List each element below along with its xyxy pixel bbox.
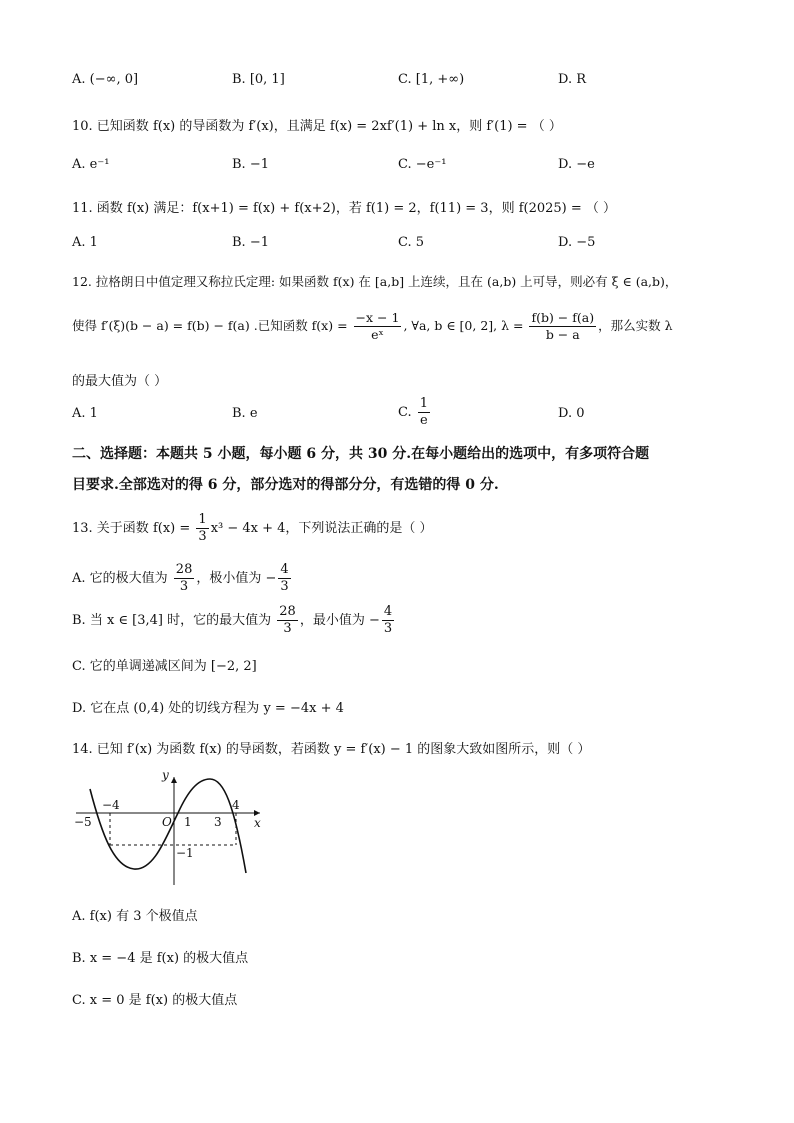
q13-option-a-denominator2: 3 — [280, 579, 289, 594]
q9-option-a: A. (−∞, 0] — [72, 72, 139, 87]
graph-label-neg1: −1 — [176, 846, 194, 860]
q13-option-b-numerator1: 28 — [279, 604, 296, 619]
q13-option-a-pre: A. 它的极大值为 — [72, 571, 168, 586]
q12-lambda-denominator: b − a — [545, 327, 580, 342]
graph-label-neg5: −5 — [74, 815, 92, 829]
q9-option-c: C. [1, +∞) — [398, 72, 465, 87]
q13-option-b-denominator1: 3 — [283, 621, 292, 636]
q13-option-a-denominator1: 3 — [179, 579, 189, 594]
graph-label-y: y — [162, 768, 169, 782]
graph-label-three: 3 — [214, 815, 222, 829]
q11-stem: 11. 函数 f(x) 满足：f(x+1) = f(x) + f(x+2)，若 f(1) = 2，f(11) = 3，则 f(2025) = （ ） — [72, 201, 617, 216]
q12-f-numerator: −x − 1 — [355, 310, 400, 325]
q11-option-b: B. −1 — [232, 235, 269, 250]
q12-option-c-numerator: 1 — [419, 396, 429, 411]
graph-label-origin: O — [162, 815, 172, 829]
q14-option-c: C. x = 0 是 f(x) 的极大值点 — [72, 993, 238, 1008]
section2-heading-line1: 二、选择题：本题共 5 小题，每小题 6 分，共 30 分.在每小题给出的选项中，有多项符合题 — [72, 446, 650, 462]
q12-lambda-numerator: f(b) − f(a) — [531, 310, 595, 325]
q13-option-a-numerator1: 28 — [175, 562, 193, 577]
q13-option-a-fraction1 — [174, 562, 195, 595]
q10-option-d: D. −e — [558, 157, 595, 172]
q13-stem-denominator: 3 — [198, 529, 207, 544]
q12-line2-post: ，那么实数 λ — [598, 318, 673, 333]
q12-option-c-label: C. — [398, 405, 412, 420]
q10-option-b: B. −1 — [232, 157, 269, 172]
q13-option-a-fraction2 — [278, 562, 290, 595]
q12-f-denominator: eˣ — [371, 327, 384, 342]
q13-option-a-numerator2: 4 — [280, 562, 289, 577]
q13-option-c: C. 它的单调递减区间为 [−2, 2] — [72, 659, 257, 674]
q12-option-c — [398, 396, 432, 429]
q13-option-a — [72, 562, 293, 595]
q13-stem-fraction — [196, 512, 208, 545]
q11-option-a: A. 1 — [72, 235, 98, 250]
q14-stem: 14. 已知 f′(x) 为函数 f(x) 的导函数，若函数 y = f′(x) − 1 的图象大致如图所示，则（ ） — [72, 742, 591, 757]
graph-label-x: x — [254, 816, 261, 830]
q11-option-d: D. −5 — [558, 235, 596, 250]
q12-line2-pre: 使得 f′(ξ)(b − a) = f(b) − f(a) .已知函数 f(x) = — [72, 318, 348, 333]
q10-option-a: A. e⁻¹ — [72, 157, 110, 172]
graph-label-neg4: −4 — [102, 798, 120, 812]
q10-stem: 10. 已知函数 f(x) 的导函数为 f′(x)，且满足 f(x) = 2xf′(1) + ln x，则 f′(1) = （ ） — [72, 119, 562, 134]
q13-option-b — [72, 604, 396, 637]
q11-option-c: C. 5 — [398, 235, 425, 250]
graph-label-one: 1 — [184, 815, 192, 829]
q13-option-b-mid: ，最小值为 − — [299, 613, 380, 628]
q14-option-a: A. f(x) 有 3 个极值点 — [72, 909, 198, 924]
q13-option-d: D. 它在点 (0,4) 处的切线方程为 y = −4x + 4 — [72, 701, 344, 716]
q12-option-d: D. 0 — [558, 406, 585, 421]
q10-option-c: C. −e⁻¹ — [398, 157, 447, 172]
q14-graph — [70, 765, 270, 885]
q9-option-b: B. [0, 1] — [232, 72, 285, 87]
q12-stem: 12. 拉格朗日中值定理又称拉氏定理: 如果函数 f(x) 在 [a,b] 上连续，且在 (a,b) 上可导，则必有 ξ ∈ (a,b)， — [72, 274, 678, 289]
q13-option-b-pre: B. 当 x ∈ [3,4] 时，它的最大值为 — [72, 613, 272, 628]
q12-line2-mid: , ∀a, b ∈ [0, 2], λ = — [403, 318, 524, 333]
q12-line2 — [72, 310, 673, 343]
q13-stem-post: x³ − 4x + 4，下列说法正确的是（ ） — [210, 521, 433, 536]
q12-option-c-denominator: e — [420, 413, 428, 428]
q13-option-b-numerator2: 4 — [383, 604, 393, 619]
q12-option-a: A. 1 — [72, 406, 98, 421]
q12-f-fraction — [354, 310, 402, 343]
q12-option-b: B. e — [232, 406, 258, 421]
q13-stem-numerator: 1 — [198, 512, 207, 527]
q13-stem — [72, 512, 433, 545]
q9-option-d: D. R — [558, 72, 587, 87]
q13-option-b-fraction2 — [382, 604, 394, 637]
q12-line3: 的最大值为（ ） — [72, 374, 168, 389]
q13-stem-pre: 13. 关于函数 f(x) = — [72, 521, 191, 536]
graph-label-four: 4 — [232, 798, 240, 812]
section2-heading-line2: 目要求.全部选对的得 6 分，部分选对的得部分分，有选错的得 0 分. — [72, 477, 499, 493]
q13-option-a-mid: ，极小值为 − — [196, 571, 277, 586]
q12-option-c-fraction — [418, 396, 430, 429]
q14-option-b: B. x = −4 是 f(x) 的极大值点 — [72, 951, 249, 966]
q12-lambda-fraction — [529, 310, 596, 343]
q13-option-b-denominator2: 3 — [383, 621, 393, 636]
q13-option-b-fraction1 — [277, 604, 298, 637]
